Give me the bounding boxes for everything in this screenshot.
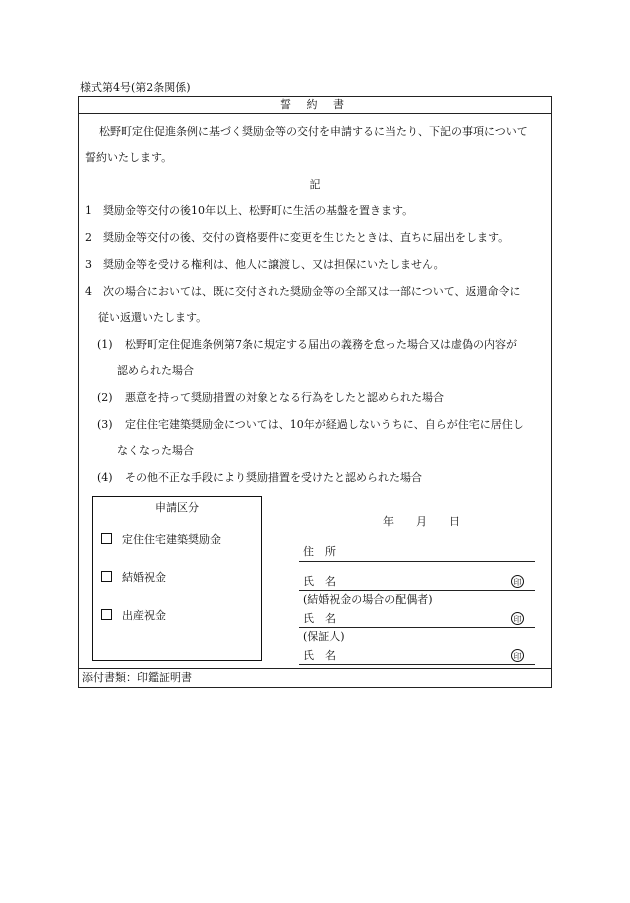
subitem-text: 定住住宅建築奨励金については、10年が経過しないうちに、自らが住宅に居住し xyxy=(125,418,524,431)
subitem-3 xyxy=(97,418,524,432)
subitem-number: (4) xyxy=(97,471,113,484)
item-3 xyxy=(85,258,445,272)
item-number: 2 xyxy=(85,231,92,244)
subitem-text: 悪意を持って奨励措置の対象となる行為をしたと認められた場合 xyxy=(125,391,444,404)
category-option-label: 定住住宅建築奨励金 xyxy=(122,533,221,546)
subitem-number: (1) xyxy=(97,338,113,351)
category-option-housing[interactable] xyxy=(101,533,221,547)
title-divider xyxy=(79,113,551,114)
subitem-3-continued: なくなった場合 xyxy=(117,444,194,457)
checkbox-icon[interactable] xyxy=(101,571,112,582)
spouse-name-underline[interactable] xyxy=(299,627,535,628)
guarantor-note: (保証人) xyxy=(303,630,345,643)
category-option-birth[interactable] xyxy=(101,609,166,623)
subitem-1 xyxy=(97,338,517,352)
application-category-box xyxy=(92,496,262,661)
subitem-1-continued: 認められた場合 xyxy=(117,364,194,377)
category-heading: 申請区分 xyxy=(155,501,199,514)
subitem-number: (2) xyxy=(97,391,113,404)
subitem-number: (3) xyxy=(97,418,113,431)
spouse-note: (結婚祝金の場合の配偶者) xyxy=(303,593,433,606)
subitem-4 xyxy=(97,471,422,485)
category-option-label: 結婚祝金 xyxy=(122,571,166,584)
pledge-form-frame xyxy=(78,96,552,688)
item-text: 奨励金等交付の後、交付の資格要件に変更を生じたときは、直ちに届出をします。 xyxy=(103,231,510,244)
checkbox-icon[interactable] xyxy=(101,609,112,620)
address-underline[interactable] xyxy=(299,561,535,562)
document-title: 誓 約 書 xyxy=(280,98,350,111)
form-number-label: 様式第4号(第2条関係) xyxy=(80,81,191,94)
item-number: 4 xyxy=(85,285,92,298)
ki-heading: 記 xyxy=(309,178,321,191)
item-4 xyxy=(85,285,521,299)
applicant-name-underline[interactable] xyxy=(299,590,535,591)
seal-icon: 印 xyxy=(511,649,524,662)
applicant-name-label: 氏 名 xyxy=(303,575,336,588)
address-label: 住 所 xyxy=(303,545,336,558)
item-number: 3 xyxy=(85,258,92,271)
item-4-continued: 従い返還いたします。 xyxy=(98,311,208,324)
seal-icon: 印 xyxy=(511,612,524,625)
date-line: 年 月 日 xyxy=(383,515,460,528)
item-text: 奨励金等交付の後10年以上、松野町に生活の基盤を置きます。 xyxy=(103,204,414,217)
category-option-marriage[interactable] xyxy=(101,571,166,585)
item-text: 奨励金等を受ける権利は、他人に譲渡し、又は担保にいたしません。 xyxy=(103,258,445,271)
subitem-2 xyxy=(97,391,444,405)
attachment-divider xyxy=(79,668,551,669)
intro-line-2: 誓約いたします。 xyxy=(85,151,173,164)
item-1 xyxy=(85,204,413,218)
seal-icon: 印 xyxy=(511,575,524,588)
attachment-note: 添付書類：印鑑証明書 xyxy=(82,671,192,684)
item-number: 1 xyxy=(85,204,92,217)
spouse-name-label: 氏 名 xyxy=(303,612,336,625)
item-text: 次の場合においては、既に交付された奨励金等の全部又は一部について、返還命令に xyxy=(103,285,521,298)
subitem-text: その他不正な手段により奨励措置を受けたと認められた場合 xyxy=(125,471,422,484)
category-option-label: 出産祝金 xyxy=(122,609,166,622)
guarantor-name-label: 氏 名 xyxy=(303,649,336,662)
guarantor-name-underline[interactable] xyxy=(299,664,535,665)
item-2 xyxy=(85,231,509,245)
checkbox-icon[interactable] xyxy=(101,533,112,544)
subitem-text: 松野町定住促進条例第7条に規定する届出の義務を怠った場合又は虚偽の内容が xyxy=(125,338,517,351)
intro-line-1: 松野町定住促進条例に基づく奨励金等の交付を申請するに当たり、下記の事項について xyxy=(99,125,528,138)
